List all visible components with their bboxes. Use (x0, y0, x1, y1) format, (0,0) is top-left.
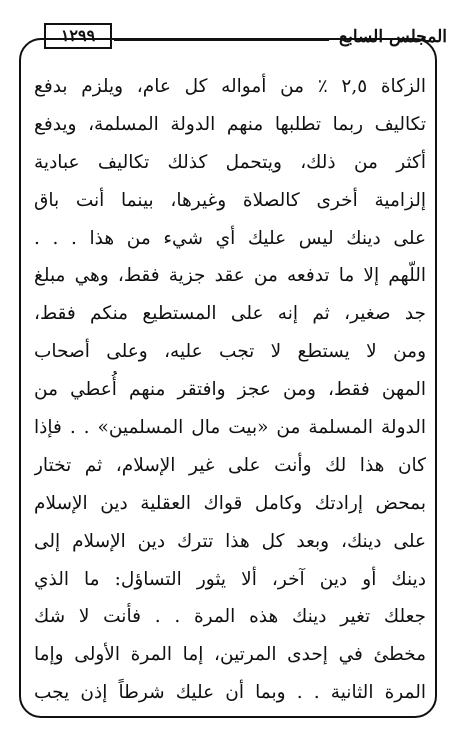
page-number: ١٢٩٩ (44, 23, 112, 49)
text-line: اللّهم إلا ما تدفعه من عقد جزية فقط، وهي مبلغ (34, 265, 426, 287)
text-line: جعلك تغير دينك هذه المرة . . فأنت لا شك (34, 606, 426, 628)
text-line: إلزامية أخرى كالصلاة وغيرها، بينما أنت باق (34, 189, 426, 211)
text-line: بمحض إرادتك وكامل قواك العقلية دين الإسلام (34, 492, 426, 514)
text-line: أكثر من ذلك، ويتحمل كذلك تكاليف عبادية (34, 151, 426, 173)
text-line: على دينك، وبعد كل هذا تترك دين الإسلام إلى (34, 530, 426, 552)
text-line: الدولة المسلمة من «بيت مال المسلمين» . . فإذا (34, 417, 426, 439)
text-line: المهن فقط، ومن عجز وافتقر منهم أُعطي من (34, 379, 426, 401)
text-line: الزكاة ٢,٥ ٪ من أمواله كل عام، ويلزم بدفع (34, 76, 426, 97)
text-line: دينك أو دين آخر، ألا يثور التساؤل: ما الذي (34, 568, 426, 590)
text-line: على دينك ليس عليك أي شيء من هذا . . . (34, 227, 426, 249)
text-line: مخطئ في إحدى المرتين، إما المرة الأولى وإما (34, 644, 426, 666)
text-line: كان هذا لك وأنت على غير الإسلام، ثم تختار (34, 454, 426, 476)
body-text (34, 68, 426, 712)
text-line: جد صغير، ثم إنه على المستطيع منكم فقط، (34, 303, 426, 325)
chapter-title: المجلس السابع (339, 27, 447, 47)
text-line: المرة الثانية . . وبما أن عليك شرطاً إذن يجب (34, 682, 426, 704)
text-line: ومن لا يستطع لا تجب عليه، وعلى أصحاب (34, 341, 426, 363)
text-line: تكاليف ربما تطلبها منهم الدولة المسلمة، ويدفع (34, 113, 426, 135)
